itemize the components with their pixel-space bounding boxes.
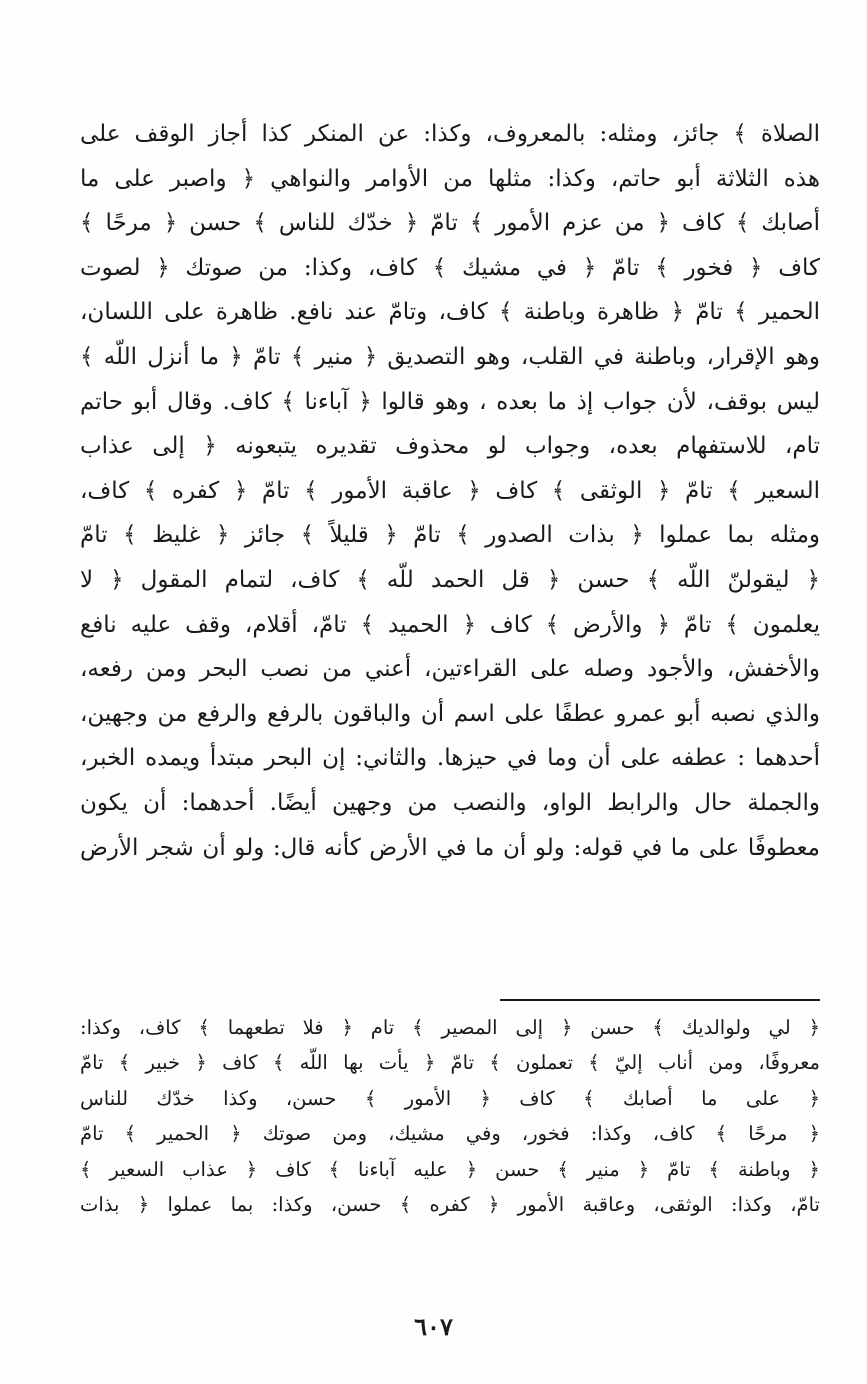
footnote-line-2: معروفًا، ومن أناب إليّ ﴾ تعملون ﴾ تامّ ﴿ يأت بها اللّه ﴾ كاف ﴿ خبير ﴾ تامّ <box>80 1051 820 1075</box>
text-line-7: ليس بوقف، لأن جواب إذ ما بعده ، وهو قالوا ﴿ آباءنا ﴾ كاف. وقال أبو حاتم <box>80 388 820 415</box>
text-line-5: الحمير ﴾ تامّ ﴿ ظاهرة وباطنة ﴾ كاف، وتامّ عند نافع. ظاهرة على اللسان، <box>80 299 820 326</box>
footnote-line-1: ﴿ لي ولوالديك ﴾ حسن ﴿ إلى المصير ﴾ تام ﴿ فلا تطعهما ﴾ كاف، وكذا: <box>80 1016 820 1039</box>
text-line-6: وهو الإقرار، وباطنة في القلب، وهو التصديق ﴿ منير ﴾ تامّ ﴿ ما أنزل اللّه ﴾ <box>80 343 820 370</box>
text-line-11: ﴿ ليقولنّ اللّه ﴾ حسن ﴿ قل الحمد للّه ﴾ كاف، لتمام المقول ﴿ لا <box>80 566 820 593</box>
footnotes <box>80 1010 820 1222</box>
main-text <box>80 112 820 870</box>
footnote-line-3: ﴿ على ما أصابك ﴾ كاف ﴿ الأمور ﴾ حسن، وكذا خدّك للناس <box>80 1086 820 1110</box>
footnote-line-5: ﴿ وباطنة ﴾ تامّ ﴿ منير ﴾ حسن ﴿ عليه آباءنا ﴾ كاف ﴿ عذاب السعير ﴾ <box>80 1157 820 1181</box>
footnote-line-6: تامّ، وكذا: الوثقى، وعاقبة الأمور ﴿ كفره ﴾ حسن، وكذا: بما عملوا ﴿ بذات <box>80 1192 820 1216</box>
footnote-line-4: ﴿ مرحًا ﴾ كاف، وكذا: فخور، وفي مشيك، ومن صوتك ﴿ الحمير ﴾ تامّ <box>80 1122 820 1146</box>
footnote-separator <box>500 999 820 1001</box>
text-line-16: والجملة حال والرابط الواو، والنصب من وجهين أيضًا. أحدهما: أن يكون <box>80 789 820 816</box>
text-line-15: أحدهما : عطفه على أن وما في حيزها. والثاني: إن البحر مبتدأ ويمده الخبر، <box>80 745 820 772</box>
text-line-13: والأخفش، والأجود وصله على القراءتين، أعني من نصب البحر ومن رفعه، <box>80 656 820 683</box>
text-line-17: معطوفًا على ما في قوله: ولو أن ما في الأرض كأنه قال: ولو أن شجر الأرض <box>80 834 820 861</box>
text-line-2: هذه الثلاثة أبو حاتم، وكذا: مثلها من الأوامر والنواهي ﴿ واصبر على ما <box>80 165 820 192</box>
text-line-14: والذي نصبه أبو عمرو عطفًا على اسم أن والباقون بالرفع والرفع من وجهين، <box>80 700 820 727</box>
text-line-3: أصابك ﴾ كاف ﴿ من عزم الأمور ﴾ تامّ ﴿ خدّك للناس ﴾ حسن ﴿ مرحًا ﴾ <box>80 210 820 237</box>
text-line-12: يعلمون ﴾ تامّ ﴿ والأرض ﴾ كاف ﴿ الحميد ﴾ تامّ، أقلام، وقف عليه نافع <box>80 611 820 638</box>
text-line-8: تام، للاستفهام بعده، وجواب لو محذوف تقديره يتبعونه ﴿ إلى عذاب <box>80 433 820 460</box>
text-line-9: السعير ﴾ تامّ ﴿ الوثقى ﴾ كاف ﴿ عاقبة الأمور ﴾ تامّ ﴿ كفره ﴾ كاف، <box>80 477 820 504</box>
text-line-10: ومثله بما عملوا ﴿ بذات الصدور ﴾ تامّ ﴿ قليلاً ﴾ جائز ﴿ غليظ ﴾ تامّ <box>80 522 820 549</box>
text-line-1: الصلاة ﴾ جائز، ومثله: بالمعروف، وكذا: عن المنكر كذا أجاز الوقف على <box>80 121 820 147</box>
text-line-4: كاف ﴿ فخور ﴾ تامّ ﴿ في مشيك ﴾ كاف، وكذا: من صوتك ﴿ لصوت <box>80 254 820 281</box>
page-number: ٦٠٧ <box>414 1312 453 1341</box>
